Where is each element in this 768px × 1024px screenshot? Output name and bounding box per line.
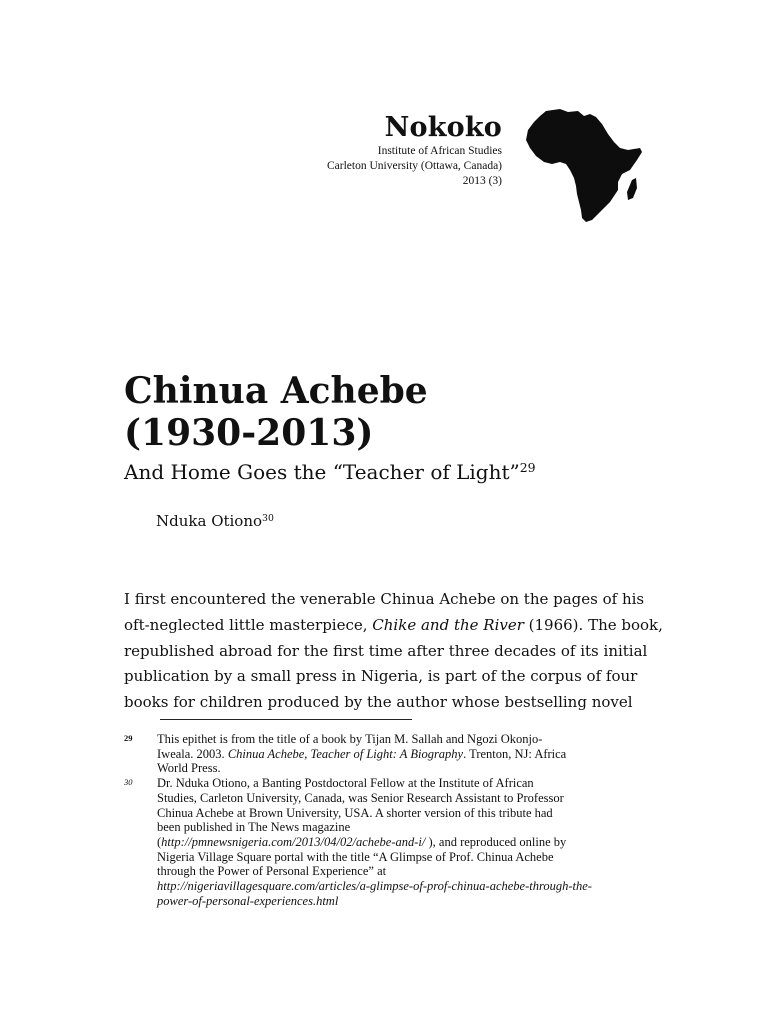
article-title-line-1: Chinua Achebe — [124, 370, 428, 412]
footnote-text: ), and reproduced online by — [425, 834, 567, 849]
footnote-line: been published in The News magazine — [157, 820, 351, 835]
footnote-30 — [124, 776, 644, 908]
news-link[interactable]: http://pmnewsnigeria.com/2013/04/02/achebe-and-i/ — [161, 834, 426, 849]
article-subtitle — [124, 459, 536, 485]
author-name: Nduka Otiono — [156, 512, 263, 530]
book-title: Chike and the River — [372, 615, 524, 634]
journal-masthead — [327, 112, 502, 189]
footnote-line: Studies, Carleton University, Canada, was Senior Research Assistant to Professor — [157, 790, 564, 805]
village-square-link[interactable]: http://nigeriavillagesquare.com/articles/a-glimpse-of-prof-chinua-achebe-through-the- — [157, 879, 592, 894]
africa-map-icon — [524, 108, 646, 224]
university-name: Carleton University (Ottawa, Canada) — [327, 160, 502, 172]
institute-name: Institute of African Studies — [377, 145, 502, 157]
footnote-text: . Trenton, NJ: Africa — [463, 746, 567, 761]
village-square-link-continued[interactable]: power-of-personal-experiences.html — [157, 893, 339, 908]
footnote-ref-29[interactable]: 29 — [519, 460, 536, 476]
footnote-line: Dr. Nduka Otiono, a Banting Postdoctoral Fellow at the Institute of African — [157, 776, 534, 791]
issue-number: 2013 (3) — [462, 175, 502, 187]
article-title — [124, 370, 428, 454]
body-line-text: oft-neglected little masterpiece, — [124, 615, 373, 634]
footnote-line: World Press. — [157, 761, 221, 776]
footnotes — [124, 732, 644, 908]
footnote-29 — [124, 732, 644, 776]
cited-book-title: Chinua Achebe, Teacher of Light: A Biography — [227, 746, 464, 761]
footnote-line: Nigeria Village Square portal with the title “A Glimpse of Prof. Chinua Achebe — [157, 849, 554, 864]
footnote-number: 29 — [124, 733, 133, 743]
footnote-text: ( — [157, 834, 162, 849]
body-line-text: (1966). The book, — [523, 615, 663, 634]
footnote-line: This epithet is from the title of a book by Tijan M. Sallah and Ngozi Okonjo- — [157, 732, 543, 746]
body-line: republished abroad for the first time after three decades of its initial — [124, 641, 648, 660]
body-line: books for children produced by the author whose bestselling novel — [124, 693, 633, 712]
article-subtitle-text: And Home Goes the “Teacher of Light” — [124, 460, 520, 484]
footnote-line — [157, 835, 644, 850]
footnote-line — [157, 747, 644, 762]
author-byline — [156, 511, 274, 531]
body-line: I first encountered the venerable Chinua Achebe on the pages of his — [124, 590, 645, 608]
body-paragraph — [124, 587, 663, 716]
footnote-text: Iweala. 2003. — [157, 746, 228, 761]
footnote-divider — [160, 719, 412, 720]
footnote-line: Chinua Achebe at Brown University, USA. A shorter version of this tribute had — [157, 805, 553, 820]
footnote-number: 30 — [124, 777, 133, 788]
footnote-line: through the Power of Personal Experience” at — [157, 864, 387, 879]
body-line: publication by a small press in Nigeria, is part of the corpus of four — [124, 667, 638, 686]
journal-name: Nokoko — [384, 112, 502, 143]
body-line — [124, 613, 663, 639]
article-title-line-2: (1930-2013) — [124, 412, 374, 454]
footnote-ref-30[interactable]: 30 — [262, 512, 274, 524]
